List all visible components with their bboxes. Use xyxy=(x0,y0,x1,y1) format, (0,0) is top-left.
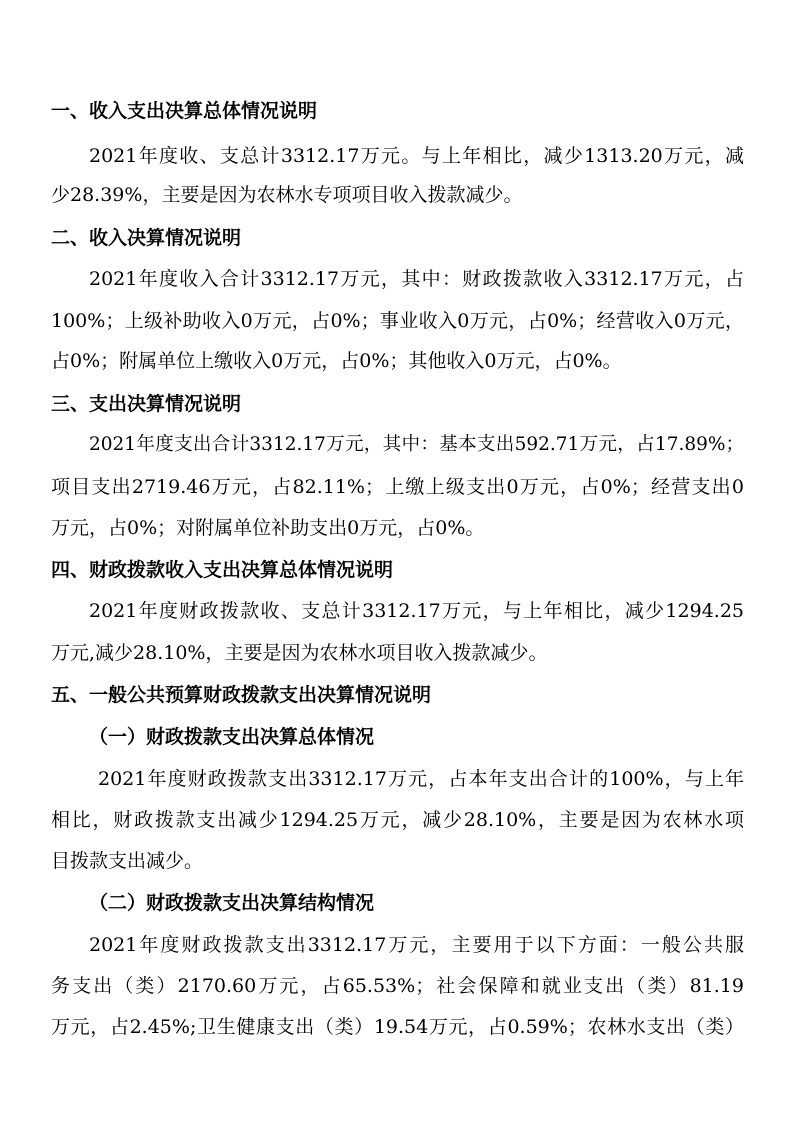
section-2-line-3: 占0%；附属单位上缴收入0万元，占0%；其他收入0万元，占0%。 xyxy=(51,350,622,372)
section-5-heading: 五、一般公共预算财政拨款支出决算情况说明 xyxy=(51,684,432,706)
section-1-heading: 一、收入支出决算总体情况说明 xyxy=(51,100,318,122)
section-1-line-2: 少28.39%，主要是因为农林水专项项目收入拨款减少。 xyxy=(51,184,523,206)
section-5-subheading-1: （一）财政拨款支出决算总体情况 xyxy=(89,726,375,748)
section-2-heading: 二、收入决算情况说明 xyxy=(51,227,242,249)
section-1-line-1: 2021年度收、支总计3312.17万元。与上年相比，减少1313.20万元，减 xyxy=(89,145,744,167)
section-4-heading: 四、财政拨款收入支出决算总体情况说明 xyxy=(51,559,394,581)
section-5-sub1-line-2: 相比，财政拨款支出减少1294.25万元，减少28.10%，主要是因为农林水项 xyxy=(51,809,744,831)
section-5-sub2-line-1: 2021年度财政拨款支出3312.17万元，主要用于以下方面：一般公共服 xyxy=(89,934,744,956)
section-4-line-2: 万元,减少28.10%，主要是因为农林水项目收入拨款减少。 xyxy=(51,642,548,664)
section-2-line-2: 100%；上级补助收入0万元，占0%；事业收入0万元，占0%；经营收入0万元， xyxy=(51,310,744,332)
section-2-line-1: 2021年度收入合计3312.17万元，其中：财政拨款收入3312.17万元，占 xyxy=(89,268,744,290)
section-5-subheading-2: （二）财政拨款支出决算结构情况 xyxy=(89,892,375,914)
section-4-line-1: 2021年度财政拨款收、支总计3312.17万元，与上年相比，减少1294.25 xyxy=(89,600,744,622)
section-3-heading: 三、支出决算情况说明 xyxy=(51,393,242,415)
section-5-sub2-line-3: 万元，占2.45%;卫生健康支出（类）19.54万元，占0.59%；农林水支出（类） xyxy=(51,1016,744,1038)
section-5-sub1-line-1: 2021年度财政拨款支出3312.17万元，占本年支出合计的100%，与上年 xyxy=(98,768,744,790)
section-5-sub1-line-3: 目拨款支出减少。 xyxy=(51,850,204,872)
section-5-sub2-line-2: 务支出（类）2170.60万元，占65.53%；社会保障和就业支出（类）81.19 xyxy=(51,975,744,997)
section-3-line-2: 项目支出2719.46万元，占82.11%；上缴上级支出0万元，占0%；经营支出0 xyxy=(51,476,744,498)
section-3-line-1: 2021年度支出合计3312.17万元，其中：基本支出592.71万元，占17.89%； xyxy=(89,434,744,455)
section-3-line-3: 万元，占0%；对附属单位补助支出0万元，占0%。 xyxy=(51,517,485,539)
